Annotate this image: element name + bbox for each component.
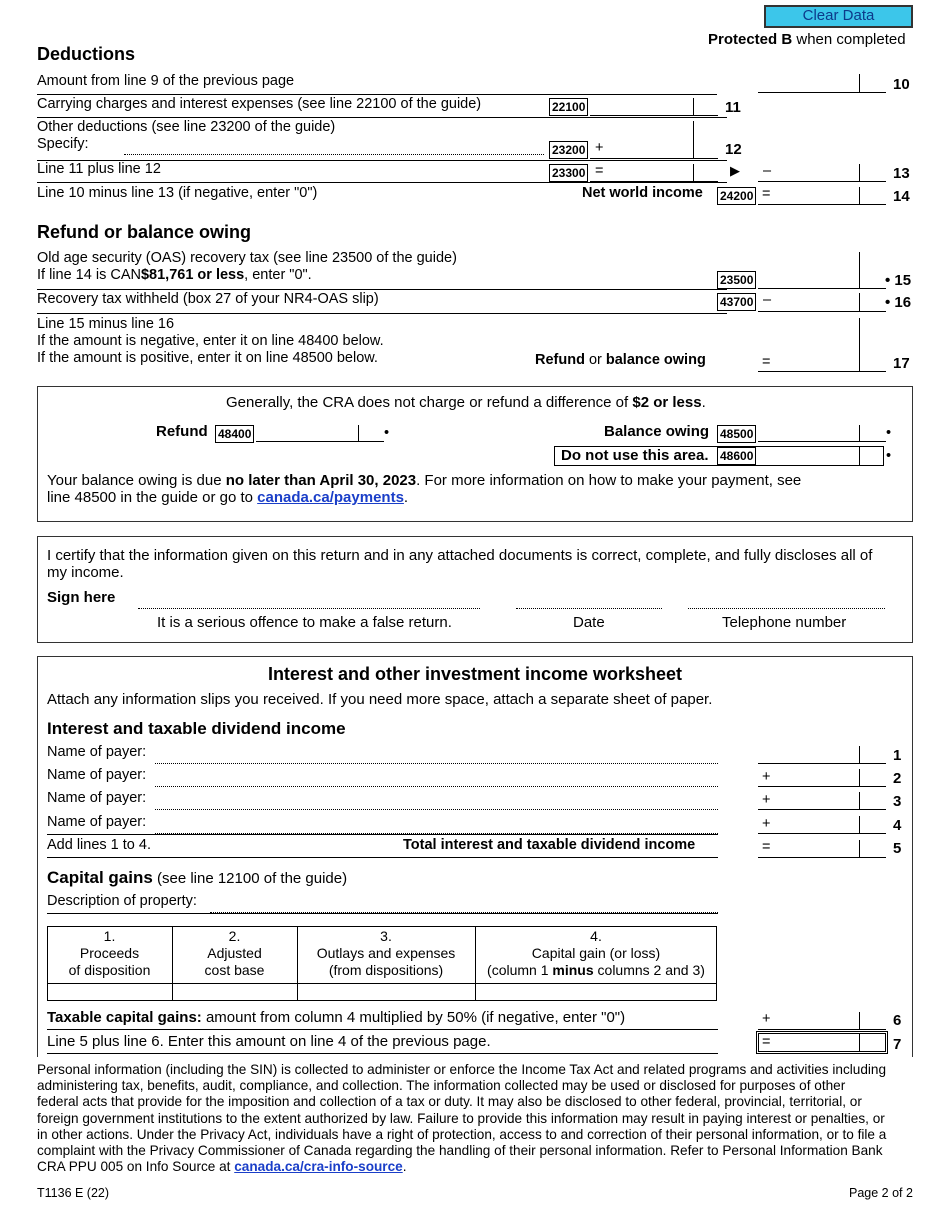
outlays-input[interactable]: [298, 984, 475, 1000]
line-number-12: 12: [725, 141, 742, 158]
line-number-16: • 16: [885, 294, 912, 311]
ws-line-3: 3: [893, 793, 902, 810]
telephone-label: Telephone number: [722, 614, 847, 631]
equals-sign: =: [762, 354, 771, 370]
specify-field[interactable]: [124, 154, 544, 155]
privacy-notice: Personal information (including the SIN) is collected to administer or enforce the Income Tax Act and related programs and activities including administering tax, benefits, audit, compliance, and collection. The information collected may be used or disclosed for purposes of other federal acts that provide for the imposition and collection of a tax or duty. It may also be disclosed to other federal, provincial, territorial, or foreign government institutions to the extent authorized by law. Failure to provide this information may result in paying interest or penalties, or in other actions. Under the Privacy Act, individuals have a right of protection, access to and correction of their personal information, or to file a complaint with the Privacy Commissioner of Canada regarding the handling of their personal information. Refer to Personal Information Bank CRA PPU 005 on Info Source at canada.ca/cra-info-source.: [37, 1062, 887, 1175]
line-number-11: 11: [725, 99, 741, 116]
clear-data-button[interactable]: Clear Data: [764, 5, 913, 28]
net-world-income-label: Net world income: [582, 185, 703, 201]
line16-label: Recovery tax withheld (box 27 of your NR4-OAS slip): [37, 291, 379, 307]
interest-title: Interest and taxable dividend income: [47, 719, 346, 738]
interest-amount-1[interactable]: [758, 763, 886, 764]
payer-field-3[interactable]: [155, 809, 718, 810]
offence-note: It is a serious offence to make a false return.: [157, 614, 452, 631]
certify-text: I certify that the information given on this return and in any attached documents is correct, complete, and fully discloses all of: [47, 547, 873, 564]
refund-title: Refund or balance owing: [37, 222, 252, 242]
cents-dot: •: [886, 425, 892, 441]
plus-sign: +: [762, 1011, 771, 1027]
signature-field[interactable]: [138, 608, 480, 609]
line-number-17: 17: [893, 355, 910, 372]
certify-text-2: my income.: [47, 564, 124, 581]
acb-input[interactable]: [173, 984, 297, 1000]
taxable-capital-gains-label: Taxable capital gains: amount from column 4 multiplied by 50% (if negative, enter "0"): [47, 1009, 626, 1026]
line7-amount-field[interactable]: [758, 1033, 886, 1052]
protected-notice: Protected B when completed: [708, 31, 906, 48]
interest-amount-3[interactable]: [758, 809, 886, 810]
sign-here-label: Sign here: [47, 589, 116, 606]
plus-sign: +: [595, 140, 604, 156]
form-id: T1136 E (22): [37, 1186, 110, 1200]
code-23200: 23200: [549, 141, 588, 159]
line-number-14: 14: [893, 188, 910, 205]
line11-amount-field[interactable]: [590, 115, 718, 116]
code-23500: 23500: [717, 271, 756, 289]
col4-header: 4. Capital gain (or loss) (column 1 minus columns 2 and 3): [487, 928, 705, 978]
gain-input[interactable]: [476, 984, 717, 1000]
line12-amount-field[interactable]: [590, 158, 718, 159]
proceeds-input[interactable]: [48, 984, 172, 1000]
telephone-field[interactable]: [688, 608, 885, 609]
interest-total-field[interactable]: [758, 857, 886, 858]
line17-label-3: If the amount is positive, enter it on line 48500 below.: [37, 350, 378, 366]
description-label: Description of property:: [47, 893, 197, 909]
line15-amount-field[interactable]: [758, 288, 886, 289]
arrow-right-icon: ▶: [730, 163, 740, 178]
interest-amount-2[interactable]: [758, 786, 886, 787]
cents-dot: •: [886, 448, 892, 464]
payer-label-3: Name of payer:: [47, 790, 147, 806]
code-24200: 24200: [717, 187, 756, 205]
code-23300: 23300: [549, 164, 588, 182]
line10-label: Amount from line 9 of the previous page: [37, 73, 295, 89]
line12-label: Other deductions (see line 23200 of the guide): [37, 119, 336, 135]
refund-or-owing-label: Refund or balance owing: [535, 352, 706, 368]
do-not-use-area: Do not use this area.: [554, 446, 884, 466]
col1-header: 1. Proceeds of disposition: [68, 928, 151, 978]
line7-label: Line 5 plus line 6. Enter this amount on line 4 of the previous page.: [47, 1033, 491, 1050]
plus-sign: +: [762, 792, 771, 808]
line13-label: Line 11 plus line 12: [37, 161, 161, 177]
ws-line-5: 5: [893, 840, 902, 857]
cents-dot: •: [384, 425, 390, 441]
equals-sign: =: [595, 163, 604, 179]
plus-sign: +: [762, 769, 771, 785]
page-number: Page 2 of 2: [849, 1186, 913, 1200]
worksheet-title: Interest and other investment income worksheet: [267, 664, 683, 684]
line14-label: Line 10 minus line 13 (if negative, enter "0"): [37, 185, 318, 201]
payer-label-1: Name of payer:: [47, 744, 147, 760]
taxable-gains-field[interactable]: [758, 1029, 886, 1030]
minus-sign: –: [763, 163, 772, 179]
equals-sign: =: [762, 839, 771, 855]
payer-field-2[interactable]: [155, 786, 718, 787]
info-source-link[interactable]: canada.ca/cra-info-source: [234, 1159, 403, 1175]
line15-label-2: If line 14 is CAN$81,761 or less, enter "0".: [37, 267, 312, 283]
line11-label: Carrying charges and interest expenses (see line 22100 of the guide): [37, 96, 482, 112]
refund-label: Refund: [156, 423, 208, 440]
two-dollar-note: Generally, the CRA does not charge or refund a difference of $2 or less.: [226, 394, 706, 411]
due-date-text: Your balance owing is due no later than April 30, 2023. For more information on how to make your payment, see: [47, 472, 802, 489]
interest-amount-4[interactable]: [758, 833, 886, 834]
line17-amount-field[interactable]: [758, 371, 886, 372]
line-number-13: 13: [893, 165, 910, 182]
payer-label-4: Name of payer:: [47, 814, 147, 830]
code-48600: 48600: [717, 447, 756, 465]
line17-label: Line 15 minus line 16: [37, 316, 175, 332]
line12-specify: Specify:: [37, 136, 89, 152]
total-interest-label: Total interest and taxable dividend income: [403, 837, 696, 853]
payments-link[interactable]: canada.ca/payments: [257, 489, 404, 506]
worksheet-intro: Attach any information slips you received. If you need more space, attach a separate sheet of paper.: [47, 691, 713, 708]
line14-amount-field[interactable]: [758, 204, 886, 205]
equals-sign: =: [762, 1034, 771, 1050]
due-date-text-2: line 48500 in the guide or go to canada.ca/payments.: [47, 489, 409, 506]
equals-sign: =: [762, 186, 771, 202]
date-field[interactable]: [516, 608, 662, 609]
payer-field-1[interactable]: [155, 763, 718, 764]
ws-line-1: 1: [893, 747, 902, 764]
ws-line-6: 6: [893, 1012, 902, 1029]
line13-amount-field[interactable]: [758, 181, 886, 182]
refund-amount-field[interactable]: [256, 441, 384, 442]
line15-label: Old age security (OAS) recovery tax (see line 23500 of the guide): [37, 250, 457, 266]
add-lines-label: Add lines 1 to 4.: [47, 837, 151, 853]
line17-label-2: If the amount is negative, enter it on line 48400 below.: [37, 333, 384, 349]
minus-sign: –: [763, 292, 772, 308]
ws-line-4: 4: [893, 817, 902, 834]
code-48400: 48400: [215, 425, 254, 443]
ws-line-7: 7: [893, 1036, 902, 1053]
code-48500: 48500: [717, 425, 756, 443]
plus-sign: +: [762, 816, 771, 832]
deductions-title: Deductions: [37, 44, 136, 64]
col3-header: 3. Outlays and expenses (from dispositions): [316, 928, 456, 978]
balance-owing-amount-field[interactable]: [758, 441, 886, 442]
col2-header: 2. Adjusted cost base: [204, 928, 265, 978]
payer-label-2: Name of payer:: [47, 767, 147, 783]
line16-amount-field[interactable]: [758, 311, 886, 312]
balance-owing-label: Balance owing: [604, 423, 710, 440]
ws-line-2: 2: [893, 770, 902, 787]
date-label: Date: [573, 614, 605, 631]
code-22100: 22100: [549, 98, 588, 116]
line-number-10: 10: [893, 76, 910, 93]
code-43700: 43700: [717, 293, 756, 311]
line-number-15: • 15: [885, 272, 912, 289]
capital-gains-title: Capital gains (see line 12100 of the guide): [47, 868, 348, 887]
